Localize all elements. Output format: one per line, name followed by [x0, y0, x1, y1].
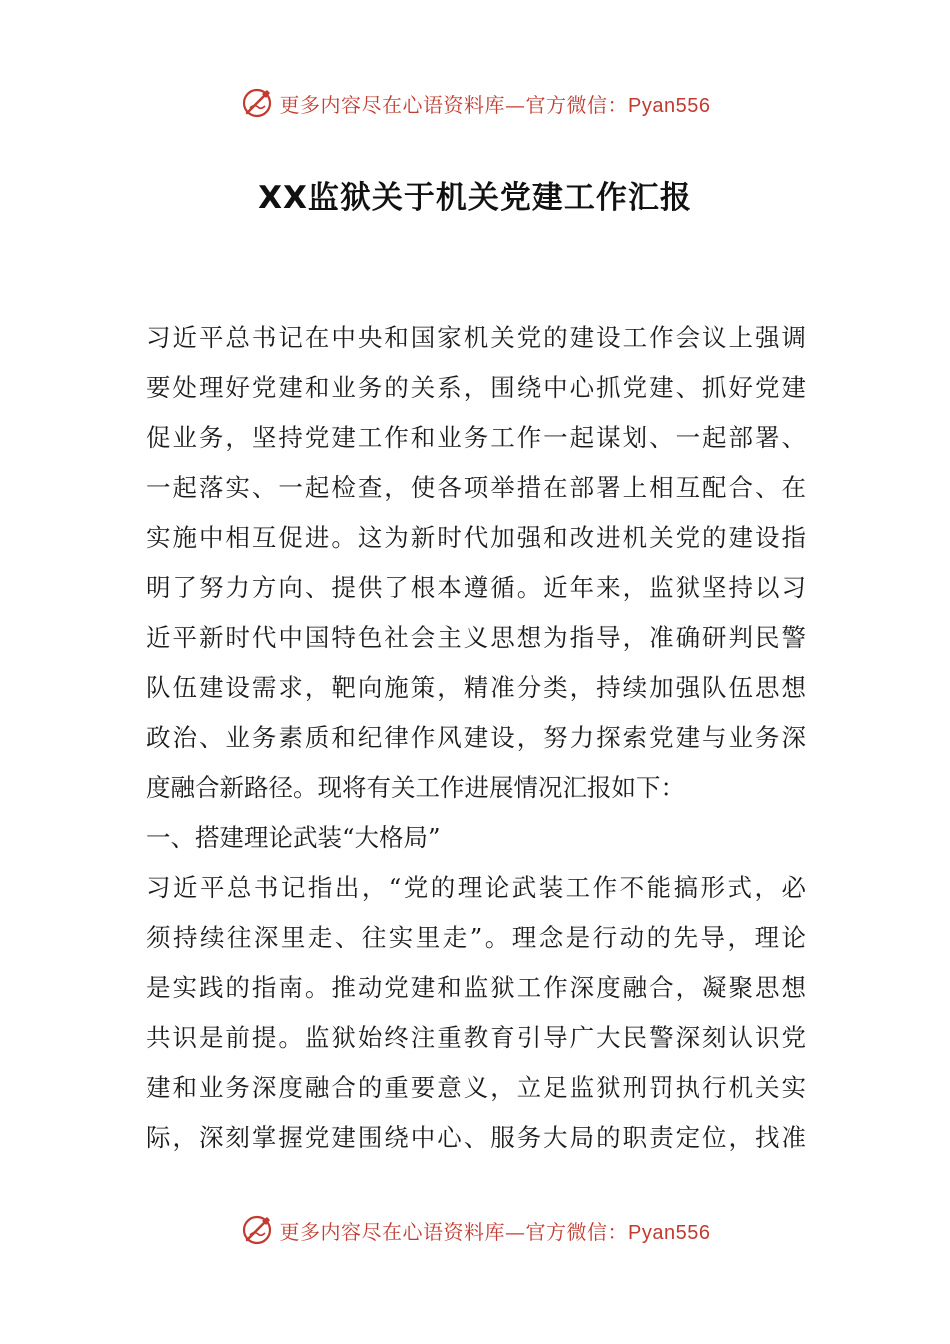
section-line: 际，深刻掌握党建围绕中心、服务大局的职责定位，找准	[146, 1123, 806, 1152]
section-line: 建和业务深度融合的重要意义，立足监狱刑罚执行机关实	[146, 1073, 806, 1102]
section-line: 须持续往深里走、往实里走”。理念是行动的先导，理论	[146, 923, 806, 952]
footer-banner-text	[280, 1216, 711, 1245]
paragraph-line: 要处理好党建和业务的关系，围绕中心抓党建、抓好党建	[146, 373, 806, 402]
footer-wechat-id: Pyan556	[628, 1221, 711, 1244]
paragraph-line: 队伍建设需求，靶向施策，精准分类，持续加强队伍思想	[146, 673, 806, 702]
paragraph-line: 习近平总书记在中央和国家机关党的建设工作会议上强调	[146, 323, 806, 352]
paragraph-line: 度融合新路径。现将有关工作进展情况汇报如下：	[146, 773, 685, 802]
header-banner-text	[280, 89, 711, 118]
section-heading: 一、搭建理论武装“大格局”	[146, 823, 441, 852]
header-banner	[0, 83, 950, 123]
paragraph-line: 近平新时代中国特色社会主义思想为指导，准确研判民警	[146, 623, 806, 652]
paragraph-line: 政治、业务素质和纪律作风建设，努力探索党建与业务深	[146, 723, 806, 752]
pen-logo-icon	[240, 1213, 274, 1247]
paragraph-line: 促业务，坚持党建工作和业务工作一起谋划、一起部署、	[146, 423, 806, 452]
section-line: 共识是前提。监狱始终注重教育引导广大民警深刻认识党	[146, 1023, 806, 1052]
paragraph-line: 一起落实、一起检查，使各项举措在部署上相互配合、在	[146, 473, 806, 502]
paragraph-line: 明了努力方向、提供了根本遵循。近年来，监狱坚持以习	[146, 573, 806, 602]
paragraph-line: 实施中相互促进。这为新时代加强和改进机关党的建设指	[146, 523, 806, 552]
header-wechat-id: Pyan556	[628, 94, 711, 117]
footer-banner	[0, 1210, 950, 1250]
document-body	[146, 313, 806, 1163]
section-line: 习近平总书记指出，“党的理论武装工作不能搞形式，必	[146, 873, 806, 902]
header-banner-label: 更多内容尽在心语资料库—官方微信：	[279, 92, 629, 117]
document-title: XX监狱关于机关党建工作汇报	[258, 180, 692, 216]
section-line: 是实践的指南。推动党建和监狱工作深度融合，凝聚思想	[146, 973, 806, 1002]
footer-banner-label: 更多内容尽在心语资料库—官方微信：	[279, 1219, 629, 1244]
pen-logo-icon	[240, 86, 274, 120]
